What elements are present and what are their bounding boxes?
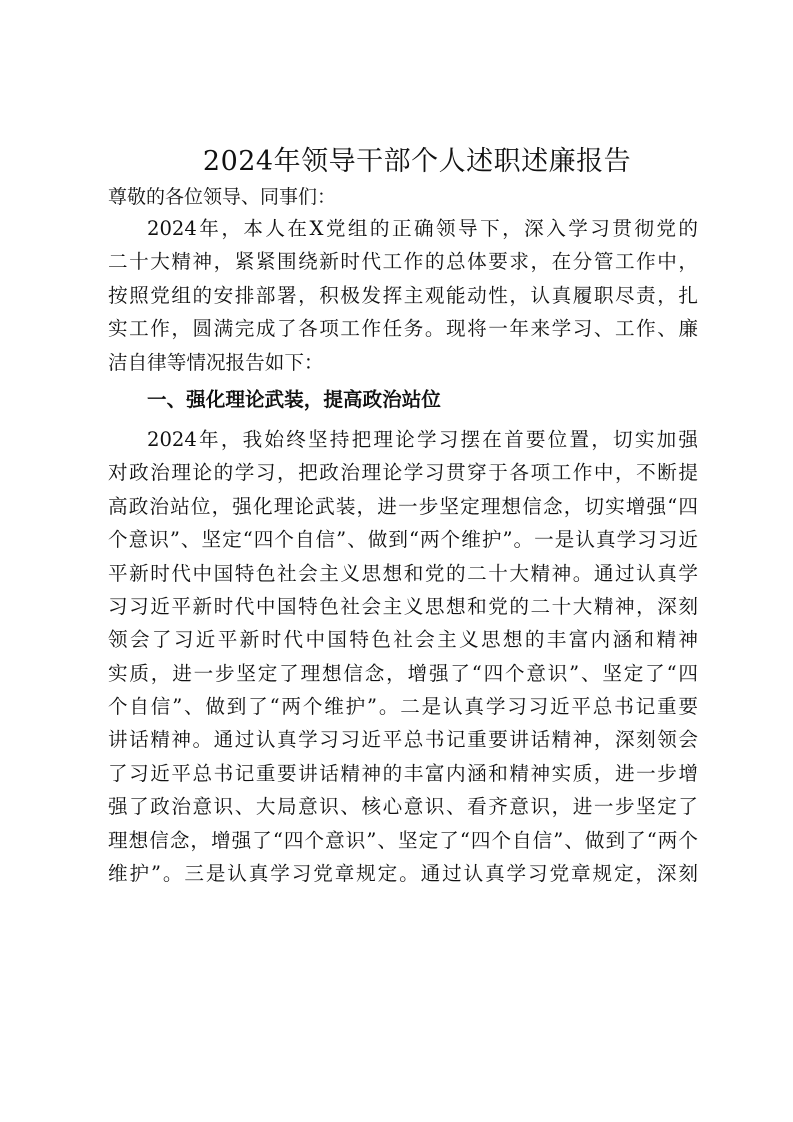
document-title: 2024年领导干部个人述职述廉报告	[202, 146, 632, 177]
body-line: 强了政治意识、大局意识、核心意识、看齐意识，进一步坚定了	[108, 795, 698, 819]
intro-line: 二十大精神，紧紧围绕新时代工作的总体要求，在分管工作中，	[108, 250, 698, 274]
body-line: 讲话精神。通过认真学习习近平总书记重要讲话精神，深刻领会	[108, 728, 698, 752]
body-line: 理想信念，增强了“四个意识”、坚定了“四个自信”、做到了“两个	[108, 828, 698, 852]
document-page	[108, 142, 698, 890]
body-line: 实质，进一步坚定了理想信念，增强了“四个意识”、坚定了“四	[108, 661, 698, 685]
section-paragraph	[108, 423, 698, 890]
body-line: 个意识”、坚定“四个自信”、做到“两个维护”。一是认真学习习近	[108, 528, 698, 552]
body-line: 个自信”、做到了“两个维护”。二是认真学习习近平总书记重要	[108, 695, 698, 719]
body-line: 了习近平总书记重要讲话精神的丰富内涵和精神实质，进一步增	[108, 761, 698, 785]
body-line: 平新时代中国特色社会主义思想和党的二十大精神。通过认真学	[108, 561, 698, 585]
body-line: 维护”。三是认真学习党章规定。通过认真学习党章规定，深刻	[108, 862, 698, 886]
intro-line: 洁自律等情况报告如下：	[108, 350, 324, 374]
body-line: 领会了习近平新时代中国特色社会主义思想的丰富内涵和精神	[108, 628, 698, 652]
body-line: 对政治理论的学习，把政治理论学习贯穿于各项工作中，不断提	[108, 461, 698, 485]
body-line: 2024年，我始终坚持把理论学习摆在首要位置，切实加强	[147, 427, 698, 451]
intro-line: 2024年，本人在X党组的正确领导下，深入学习贯彻党的	[147, 217, 698, 240]
intro-line: 实工作，圆满完成了各项工作任务。现将一年来学习、工作、廉	[108, 317, 698, 341]
section-heading: 一、强化理论武装，提高政治站位	[147, 387, 441, 411]
salutation: 尊敬的各位领导、同事们：	[108, 186, 337, 208]
body-line: 习习近平新时代中国特色社会主义思想和党的二十大精神，深刻	[108, 594, 698, 618]
intro-paragraph	[108, 212, 698, 379]
intro-line: 按照党组的安排部署，积极发挥主观能动性，认真履职尽责，扎	[108, 283, 698, 307]
body-line: 高政治站位，强化理论武装，进一步坚定理想信念，切实增强“四	[108, 494, 698, 518]
